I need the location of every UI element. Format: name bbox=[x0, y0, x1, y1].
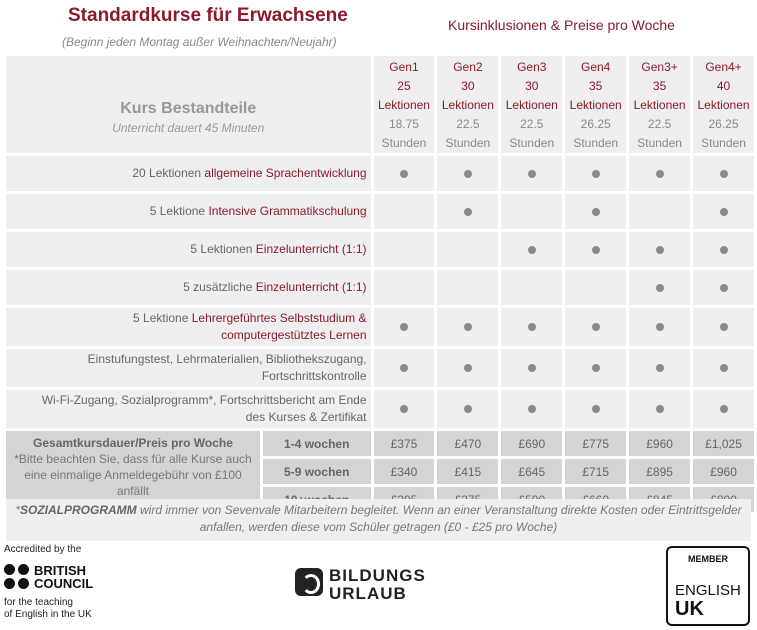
feature-row bbox=[6, 232, 754, 267]
included-dot-icon bbox=[592, 246, 600, 254]
price-cell: £895 bbox=[629, 459, 690, 484]
included-dot-icon bbox=[464, 364, 472, 372]
page-title: Standardkurse für Erwachsene bbox=[68, 5, 348, 26]
feature-label: Wi-Fi-Zugang, Sozialprogramm*, Fortschrittsbericht am Ende des Kurses & Zertifikat bbox=[6, 390, 371, 428]
inclusion-cell bbox=[629, 156, 690, 191]
gen-lessons-label: Lektionen bbox=[633, 98, 686, 112]
gen-hours-label: Stunden bbox=[445, 136, 491, 150]
inclusion-cell bbox=[437, 270, 498, 305]
british-council-caption: for the teaching of English in the UK bbox=[4, 597, 92, 620]
gen-header-2 bbox=[501, 56, 562, 153]
inclusion-cell bbox=[629, 349, 690, 387]
course-components-heading: Kurs Bestandteile bbox=[120, 100, 257, 117]
inclusion-cell bbox=[693, 390, 754, 428]
gen-hours-label: Stunden bbox=[573, 136, 619, 150]
included-dot-icon bbox=[592, 170, 600, 178]
inclusion-cell bbox=[693, 270, 754, 305]
inclusion-cell bbox=[437, 308, 498, 346]
feature-row bbox=[6, 308, 754, 346]
social-program-label: SOZIALPROGRAMM bbox=[20, 503, 137, 517]
inclusion-cell bbox=[565, 194, 626, 229]
included-dot-icon bbox=[656, 246, 664, 254]
price-cell: £960 bbox=[629, 431, 690, 456]
duration-label: 1-4 wochen bbox=[263, 431, 371, 456]
inclusion-cell bbox=[629, 194, 690, 229]
lesson-duration-note: Unterricht dauert 45 Minuten bbox=[112, 121, 265, 135]
price-cell: £645 bbox=[501, 459, 562, 484]
social-program-text: wird immer von Sevenvale Mitarbeitern begleitet. Wenn an einer Veranstaltung direkte Kosten oder Eintrittsgelder anfallen, werden diese vom Schüler getragen (£0 - £25 pro Woche) bbox=[136, 503, 742, 534]
inclusion-cell bbox=[693, 308, 754, 346]
included-dot-icon bbox=[720, 208, 728, 216]
british-council-logo: BRITISH COUNCIL bbox=[4, 562, 104, 596]
social-program-note: *SOZIALPROGRAMM wird immer von Sevenvale Mitarbeitern begleitet. Wenn an einer Veranstaltung direkte Kosten oder Eintrittsgelder anfallen, werden diese vom Schüler getragen (£0 - £25 pro Woche) bbox=[6, 499, 751, 541]
gen-hours-label: Stunden bbox=[381, 136, 427, 150]
price-cell: £470 bbox=[437, 431, 498, 456]
included-dot-icon bbox=[720, 246, 728, 254]
included-dot-icon bbox=[656, 323, 664, 331]
included-dot-icon bbox=[528, 364, 536, 372]
course-table bbox=[3, 53, 757, 515]
included-dot-icon bbox=[656, 284, 664, 292]
gen-lessons: 35 bbox=[652, 79, 667, 93]
included-dot-icon bbox=[400, 323, 408, 331]
bildungsurlaub-mark-icon bbox=[295, 568, 323, 596]
feature-label: 5 Lektione Intensive Grammatikschulung bbox=[6, 194, 371, 229]
gen-header-5 bbox=[693, 56, 754, 153]
inclusion-cell bbox=[565, 349, 626, 387]
included-dot-icon bbox=[464, 405, 472, 413]
gen-name: Gen1 bbox=[389, 60, 419, 74]
english-uk-member-logo: MEMBER ENGLISH UK bbox=[666, 546, 750, 626]
included-dot-icon bbox=[720, 323, 728, 331]
inclusion-cell bbox=[693, 349, 754, 387]
gen-lessons-label: Lektionen bbox=[441, 98, 494, 112]
gen-lessons: 30 bbox=[461, 79, 475, 93]
included-dot-icon bbox=[528, 323, 536, 331]
header-components-cell bbox=[6, 56, 371, 153]
gen-hours-label: Stunden bbox=[509, 136, 555, 150]
included-dot-icon bbox=[592, 405, 600, 413]
price-cell: £775 bbox=[565, 431, 626, 456]
gen-hours-label: Stunden bbox=[637, 136, 682, 150]
page-subtitle: (Beginn jeden Montag außer Weihnachten/Neujahr) bbox=[62, 35, 337, 49]
gen-hours: 26.25 bbox=[580, 117, 611, 131]
included-dot-icon bbox=[528, 405, 536, 413]
feature-row bbox=[6, 156, 754, 191]
gen-lessons-label: Lektionen bbox=[505, 98, 558, 112]
british-council-dots-icon bbox=[4, 564, 30, 590]
inclusion-cell bbox=[629, 270, 690, 305]
inclusion-cell bbox=[437, 194, 498, 229]
feature-label: 5 Lektionen Einzelunterricht (1:1) bbox=[6, 232, 371, 267]
gen-name: Gen3+ bbox=[641, 60, 678, 74]
price-cell: £415 bbox=[437, 459, 498, 484]
gen-lessons: 40 bbox=[716, 79, 731, 93]
inclusion-cell bbox=[693, 194, 754, 229]
gen-hours: 22.5 bbox=[647, 117, 672, 131]
included-dot-icon bbox=[720, 405, 728, 413]
included-dot-icon bbox=[592, 208, 600, 216]
included-dot-icon bbox=[656, 364, 664, 372]
gen-hours: 26.25 bbox=[708, 117, 739, 131]
inclusion-cell bbox=[629, 390, 690, 428]
inclusion-cell bbox=[693, 156, 754, 191]
gen-header-0 bbox=[374, 56, 435, 153]
header-row bbox=[6, 56, 754, 153]
inclusion-cell bbox=[501, 390, 562, 428]
gen-name: Gen2 bbox=[453, 60, 483, 74]
registration-fee-note: *Bitte beachten Sie, dass für alle Kurse auch eine einmalige Anmeldegebühr von £100 anfällt bbox=[14, 452, 252, 498]
inclusion-cell bbox=[374, 156, 435, 191]
included-dot-icon bbox=[720, 284, 728, 292]
pricing-title: Gesamtkursdauer/Preis pro Woche bbox=[33, 436, 233, 450]
inclusion-cell bbox=[501, 349, 562, 387]
gen-lessons: 35 bbox=[589, 79, 603, 93]
gen-name: Gen4 bbox=[581, 60, 611, 74]
inclusion-cell bbox=[374, 390, 435, 428]
inclusion-cell bbox=[437, 156, 498, 191]
included-dot-icon bbox=[720, 170, 728, 178]
inclusion-cell bbox=[565, 308, 626, 346]
included-dot-icon bbox=[464, 323, 472, 331]
inclusion-cell bbox=[565, 156, 626, 191]
inclusion-cell bbox=[629, 232, 690, 267]
inclusion-cell bbox=[565, 390, 626, 428]
duration-label: 5-9 wochen bbox=[263, 459, 371, 484]
included-dot-icon bbox=[464, 170, 472, 178]
included-dot-icon bbox=[528, 246, 536, 254]
feature-label: Einstufungstest, Lehrmaterialien, Bibliothekszugang, Fortschrittskontrolle bbox=[6, 349, 371, 387]
included-dot-icon bbox=[400, 405, 408, 413]
gen-hours-label: Stunden bbox=[701, 136, 746, 150]
gen-lessons: 25 bbox=[397, 79, 411, 93]
feature-row bbox=[6, 349, 754, 387]
inclusion-cell bbox=[437, 349, 498, 387]
inclusion-cell bbox=[565, 232, 626, 267]
gen-hours: 22.5 bbox=[456, 117, 480, 131]
gen-lessons: 30 bbox=[525, 79, 539, 93]
price-cell: £1,025 bbox=[693, 431, 754, 456]
gen-hours: 22.5 bbox=[520, 117, 544, 131]
price-cell: £715 bbox=[565, 459, 626, 484]
inclusion-cell bbox=[374, 232, 435, 267]
price-cell: £375 bbox=[374, 431, 435, 456]
gen-name: Gen4+ bbox=[705, 60, 742, 74]
inclusion-cell bbox=[501, 194, 562, 229]
gen-name: Gen3 bbox=[517, 60, 547, 74]
gen-header-3 bbox=[565, 56, 626, 153]
gen-header-4 bbox=[629, 56, 690, 153]
included-dot-icon bbox=[400, 170, 408, 178]
price-cell: £960 bbox=[693, 459, 754, 484]
price-cell: £340 bbox=[374, 459, 435, 484]
inclusion-cell bbox=[501, 270, 562, 305]
gen-hours: 18.75 bbox=[388, 117, 419, 131]
gen-lessons-label: Lektionen bbox=[569, 98, 622, 112]
bildungsurlaub-logo: BILDUNGS URLAUB bbox=[295, 566, 455, 602]
included-dot-icon bbox=[464, 208, 472, 216]
gen-lessons-label: Lektionen bbox=[377, 98, 430, 112]
price-cell: £690 bbox=[501, 431, 562, 456]
included-dot-icon bbox=[656, 170, 664, 178]
included-dot-icon bbox=[656, 405, 664, 413]
included-dot-icon bbox=[400, 364, 408, 372]
feature-label: 20 Lektionen allgemeine Sprachentwicklung bbox=[6, 156, 371, 191]
inclusion-cell bbox=[437, 232, 498, 267]
price-row bbox=[6, 431, 754, 456]
feature-row bbox=[6, 194, 754, 229]
included-dot-icon bbox=[592, 323, 600, 331]
inclusion-cell bbox=[501, 156, 562, 191]
inclusion-cell bbox=[629, 308, 690, 346]
inclusion-cell bbox=[501, 308, 562, 346]
inclusion-cell bbox=[437, 390, 498, 428]
feature-row bbox=[6, 390, 754, 428]
accredited-label: Accredited by the bbox=[4, 544, 82, 555]
inclusion-cell bbox=[374, 308, 435, 346]
included-dot-icon bbox=[592, 364, 600, 372]
included-dot-icon bbox=[528, 170, 536, 178]
inclusion-cell bbox=[501, 232, 562, 267]
inclusion-cell bbox=[693, 232, 754, 267]
gen-lessons-label: Lektionen bbox=[697, 98, 750, 112]
inclusions-title: Kursinklusionen & Preise pro Woche bbox=[448, 17, 675, 33]
feature-label: 5 Lektione Lehrergeführtes Selbststudium & computergestütztes Lernen bbox=[6, 308, 371, 346]
included-dot-icon bbox=[720, 364, 728, 372]
inclusion-cell bbox=[374, 270, 435, 305]
feature-label: 5 zusätzliche Einzelunterricht (1:1) bbox=[6, 270, 371, 305]
feature-row bbox=[6, 270, 754, 305]
inclusion-cell bbox=[374, 349, 435, 387]
gen-header-1 bbox=[437, 56, 498, 153]
inclusion-cell bbox=[565, 270, 626, 305]
inclusion-cell bbox=[374, 194, 435, 229]
